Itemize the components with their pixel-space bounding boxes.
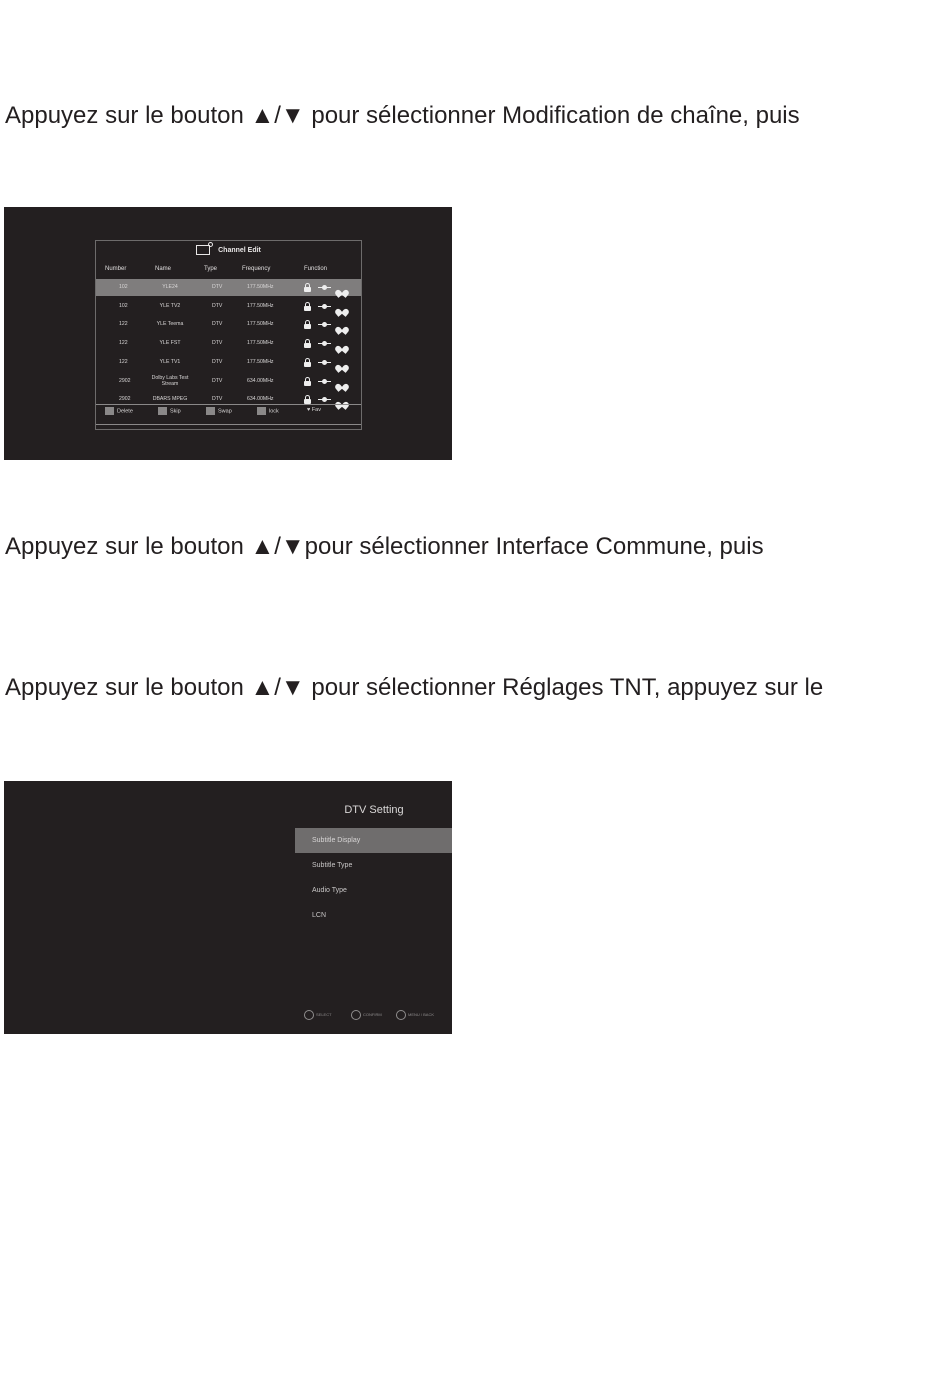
dtv-menu-item[interactable]: Subtitle Type	[312, 862, 353, 869]
col-frequency: Frequency	[242, 266, 271, 272]
channel-type: DTV	[212, 340, 223, 347]
channel-edit-panel	[95, 240, 362, 430]
dtv-menu-item[interactable]: Audio Type	[312, 887, 347, 894]
footer-lock-label: lock	[269, 408, 279, 415]
channel-edit-title	[96, 245, 361, 255]
channel-number: 102	[119, 302, 128, 309]
channel-number: 122	[119, 321, 128, 328]
heart-icon[interactable]	[337, 362, 347, 370]
channel-name: YLE TV2	[159, 302, 181, 309]
yellow-key-icon	[206, 407, 215, 415]
footer-fav-label: Fav	[311, 407, 321, 413]
hint-select	[304, 1010, 332, 1020]
channel-row[interactable]	[96, 373, 361, 390]
channel-functions	[304, 394, 354, 404]
divider-bottom	[96, 424, 361, 425]
heart-icon[interactable]	[337, 381, 347, 389]
hint-select-label: SELECT	[316, 1012, 332, 1018]
channel-type: DTV	[212, 358, 223, 365]
channel-frequency: 177.50MHz	[247, 340, 274, 347]
skip-icon[interactable]	[318, 381, 331, 382]
red-key-icon	[105, 407, 114, 415]
divider	[96, 404, 361, 405]
channel-row[interactable]	[96, 354, 361, 371]
hint-confirm	[351, 1010, 382, 1020]
channel-frequency: 634.00MHz	[247, 377, 274, 384]
heart-icon[interactable]	[337, 287, 347, 295]
footer-delete[interactable]	[105, 407, 133, 415]
channel-edit-title-text: Channel Edit	[218, 246, 261, 254]
channel-type: DTV	[212, 321, 223, 328]
channel-frequency: 177.50MHz	[247, 321, 274, 328]
channel-name: YLE TV1	[159, 358, 181, 365]
footer-lock[interactable]	[257, 407, 279, 415]
dtv-setting-screenshot	[4, 781, 452, 1034]
channel-name: Dolby Labs Test Stream	[151, 374, 189, 387]
footer-swap[interactable]	[206, 407, 232, 415]
skip-icon[interactable]	[318, 287, 331, 288]
channel-functions	[304, 319, 354, 329]
channel-edit-screenshot	[4, 207, 452, 460]
channel-frequency: 177.50MHz	[247, 302, 274, 309]
hint-menu-back-label: MENU / BACK	[408, 1012, 435, 1018]
channel-name: DBARS MPEG	[152, 396, 188, 403]
skip-icon[interactable]	[318, 324, 331, 325]
hint-menu-back	[396, 1010, 434, 1020]
channel-name: YLE Teema	[156, 321, 184, 328]
channel-name: YLE FST	[159, 340, 181, 347]
channel-row[interactable]	[96, 391, 361, 408]
channel-functions	[304, 301, 354, 311]
footer-delete-label: Delete	[117, 408, 133, 415]
dtv-setting-menu	[295, 828, 452, 928]
dtv-setting-title: DTV Setting	[344, 804, 404, 816]
heart-icon[interactable]	[337, 306, 347, 314]
channel-functions	[304, 282, 354, 292]
fav-key-icon: ♥	[307, 407, 312, 413]
col-number: Number	[105, 266, 127, 272]
tv-icon	[196, 245, 210, 255]
hint-confirm-label: CONFIRM	[363, 1012, 382, 1018]
col-function: Function	[304, 266, 328, 272]
channel-frequency: 177.50MHz	[247, 358, 274, 365]
footer-skip[interactable]	[158, 407, 181, 415]
channel-row[interactable]	[96, 298, 361, 315]
footer-swap-label: Swap	[218, 408, 232, 415]
lock-icon[interactable]	[304, 381, 311, 386]
lock-icon[interactable]	[304, 287, 311, 292]
dtv-hints	[304, 1010, 449, 1022]
menu-back-icon	[396, 1010, 406, 1020]
instruction-dtv-setting: Appuyez sur le bouton ▲/▼ pour sélectionner Réglages TNT, appuyez sur le	[5, 674, 824, 701]
channel-type: DTV	[212, 284, 223, 290]
channel-row[interactable]	[96, 279, 361, 296]
dtv-menu-item[interactable]: Subtitle Display	[295, 828, 452, 853]
instruction-common-interface: Appuyez sur le bouton ▲/▼pour sélectionner Interface Commune, puis	[5, 533, 764, 560]
channel-number: 122	[119, 340, 128, 347]
green-key-icon	[158, 407, 167, 415]
channel-name: YLE24	[162, 284, 178, 290]
blue-key-icon	[257, 407, 266, 415]
skip-icon[interactable]	[318, 362, 331, 363]
lock-icon[interactable]	[304, 324, 311, 329]
heart-icon[interactable]	[337, 324, 347, 332]
dtv-menu-item[interactable]: LCN	[312, 912, 327, 919]
lock-icon[interactable]	[304, 306, 311, 311]
channel-type: DTV	[212, 396, 223, 403]
channel-functions	[304, 338, 354, 348]
channel-functions	[304, 357, 354, 367]
heart-icon[interactable]	[337, 343, 347, 351]
channel-type: DTV	[212, 377, 223, 384]
footer-fav[interactable]	[307, 407, 321, 413]
instruction-channel-edit: Appuyez sur le bouton ▲/▼ pour sélectionner Modification de chaîne, puis	[5, 102, 800, 129]
skip-icon[interactable]	[318, 306, 331, 307]
channel-type: DTV	[212, 302, 223, 309]
channel-frequency: 177.50MHz	[247, 284, 274, 290]
lock-icon[interactable]	[304, 362, 311, 367]
channel-frequency: 634.00MHz	[247, 396, 274, 403]
channel-number: 122	[119, 358, 128, 365]
channel-functions	[304, 376, 354, 386]
channel-table-header	[96, 266, 361, 275]
skip-icon[interactable]	[318, 399, 331, 400]
channel-number: 2902	[119, 377, 131, 384]
channel-number: 2902	[119, 396, 131, 403]
skip-icon[interactable]	[318, 343, 331, 344]
channel-row[interactable]	[96, 335, 361, 352]
lock-icon[interactable]	[304, 343, 311, 348]
footer-skip-label: Skip	[170, 408, 181, 415]
col-name: Name	[155, 266, 172, 272]
select-icon	[304, 1010, 314, 1020]
channel-row[interactable]	[96, 316, 361, 333]
channel-number: 102	[119, 284, 128, 290]
col-type: Type	[204, 266, 218, 272]
confirm-icon	[351, 1010, 361, 1020]
channel-edit-footer	[96, 407, 361, 419]
